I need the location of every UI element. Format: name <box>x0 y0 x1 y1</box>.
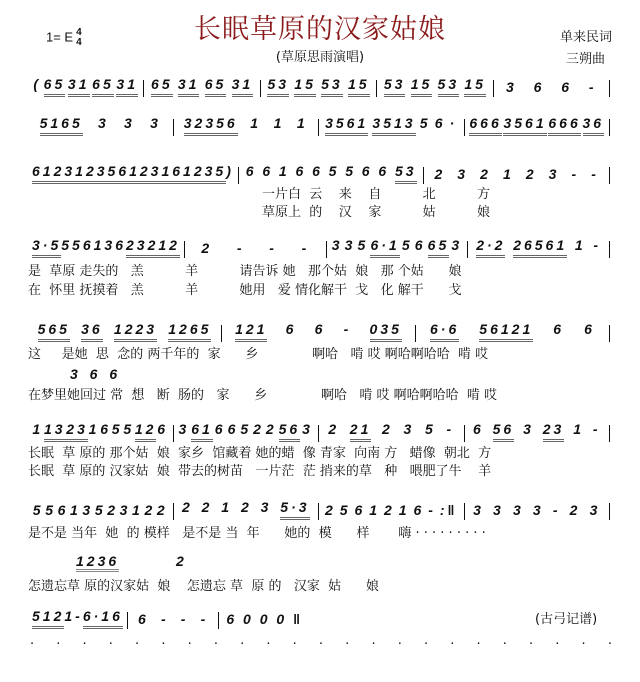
note-group: 2 <box>328 421 340 437</box>
note-group: 2 <box>240 499 252 515</box>
note-group: 3513 <box>372 115 415 136</box>
measure <box>261 76 376 97</box>
note-group: 5 <box>328 163 340 179</box>
note-group: 2 <box>324 502 336 518</box>
note-group: 5 <box>61 237 73 253</box>
note-group: 035 <box>370 321 402 342</box>
note-group: 3 <box>523 421 534 437</box>
note-group: 3 <box>589 502 601 518</box>
note-group: 3 <box>506 79 517 95</box>
note-group: 6·1 <box>370 237 399 258</box>
note-group: 15 <box>294 76 316 97</box>
note-group: 2 <box>201 240 213 256</box>
note-group: 36 <box>81 321 103 342</box>
bar-line <box>609 325 610 342</box>
note-group: 1 <box>278 163 290 179</box>
composer: 三朔曲 <box>566 52 606 67</box>
measure <box>28 502 173 520</box>
note-group: 1 <box>70 502 81 518</box>
note-group: 3 <box>98 115 109 131</box>
note-group: 5 <box>45 502 56 518</box>
note-group: 1 <box>64 608 76 624</box>
note-group: 2 <box>480 166 491 182</box>
note-group: 3 <box>532 502 544 518</box>
note-group: 6123 <box>118 163 161 184</box>
note-group: 53 <box>267 76 289 97</box>
note-group: 6 <box>295 163 307 179</box>
note-group: 12 <box>135 421 157 442</box>
measure <box>28 76 143 97</box>
note-group: 5 <box>123 421 135 437</box>
note-group: 1 <box>250 115 262 131</box>
measure <box>28 321 221 342</box>
note-group: - <box>428 502 436 518</box>
measure <box>28 608 127 629</box>
lyric-line: 长眠 草 原的 汉家姑 娘 带去的树苗 一片茫 茫 捎来的草 种 喂肥了牛 羊 <box>28 464 492 479</box>
note-group: 6·6 <box>430 321 459 342</box>
note-group: 56 <box>279 421 301 442</box>
note-group: 3 <box>260 499 272 515</box>
note-group: 3 <box>124 115 135 131</box>
note-group: 3 <box>82 502 94 518</box>
note-group: 1265 <box>168 321 211 342</box>
note-group: 1235 <box>75 163 118 184</box>
measure <box>219 611 310 629</box>
measure <box>128 611 219 629</box>
note-group: 2 <box>265 421 277 437</box>
note-group: 2·2 <box>476 237 505 258</box>
note-group: 6 <box>227 421 239 437</box>
measure <box>424 166 609 184</box>
note-group: 6 <box>245 163 257 179</box>
measure <box>174 499 319 520</box>
note-group: 5165 <box>40 115 83 136</box>
note-group: 3 <box>150 115 161 131</box>
note-group: 2 <box>253 421 264 437</box>
note-group: 3 <box>119 502 131 518</box>
note-group: 56121 <box>479 321 533 342</box>
note-group: 1 <box>93 237 105 253</box>
measure <box>222 321 415 342</box>
note-group: 1223 <box>114 321 157 342</box>
note-group: 53 <box>384 76 406 97</box>
note-group: 6 <box>226 611 238 627</box>
note-group: 5 <box>357 237 369 253</box>
note-group: 3 <box>302 421 313 437</box>
lyricist: 单来民词 <box>560 30 613 45</box>
time-signature: 4 4 <box>76 27 82 48</box>
staff-row <box>28 321 610 342</box>
note-group: 6 <box>157 421 169 437</box>
measure <box>319 502 464 520</box>
note-group: 1 <box>296 115 308 131</box>
note-group: 6123 <box>32 163 75 184</box>
note-group: 6·16 <box>83 608 123 629</box>
note-group: 2 <box>525 166 537 182</box>
note-group: 5 <box>94 502 106 518</box>
note-group: 31 <box>178 76 200 97</box>
note-group: 2 <box>434 166 446 182</box>
note-group: 3 <box>457 166 469 182</box>
note-group: 1 <box>132 502 143 518</box>
variant-notes: 3 6 6 <box>70 366 122 382</box>
note-group: 1 <box>369 502 381 518</box>
bar-line <box>609 167 610 184</box>
note-group: - <box>591 166 599 182</box>
measure <box>468 237 609 258</box>
transcriber-credit: (古弓记谱) <box>535 612 598 627</box>
measure <box>144 76 259 97</box>
note-group: 1 <box>398 502 410 518</box>
note-group: 31 <box>232 76 254 97</box>
note-group: :‖ <box>439 502 458 518</box>
note-group: 6 <box>314 321 326 337</box>
bar-line <box>609 241 610 258</box>
note-group: 6 <box>115 237 127 253</box>
note-group: ‖ <box>293 611 304 627</box>
note-group: 3 <box>331 237 343 253</box>
note-group: 6 <box>533 79 545 95</box>
variant-notes: 1236 <box>76 553 119 572</box>
note-group: 6 <box>414 237 426 253</box>
note-group: 1 <box>573 421 584 437</box>
staff-row <box>28 608 310 629</box>
measure <box>377 76 492 97</box>
measure <box>174 421 319 442</box>
staff-row <box>28 76 610 97</box>
note-group: 0 <box>243 611 254 627</box>
note-group: 1 <box>574 237 586 253</box>
note-group: 1 <box>221 499 233 515</box>
note-group: 1 <box>88 421 100 437</box>
note-group: 65 <box>205 76 227 97</box>
note-group: 666 <box>469 115 501 136</box>
measure <box>28 237 184 258</box>
staff-row <box>28 421 610 442</box>
note-group: 32356 <box>184 115 238 136</box>
note-group: 6 <box>137 611 149 627</box>
note-group: 3 <box>473 502 484 518</box>
key-signature: 1= E 4 4 <box>46 27 82 48</box>
note-group: 3 <box>344 237 356 253</box>
staff-row <box>28 115 610 136</box>
note-group: 15 <box>348 76 370 97</box>
note-group: 2 <box>201 499 213 515</box>
note-group: 23212 <box>126 237 180 258</box>
note-group: - <box>343 321 352 337</box>
note-group: 56 <box>493 421 515 442</box>
note-group: 26561 <box>513 237 567 258</box>
song-title: 长眠草原的汉家姑娘 <box>194 14 446 45</box>
note-group: - <box>552 502 561 518</box>
measure <box>185 240 326 258</box>
note-group: 13 <box>44 421 66 442</box>
note-group: 0 <box>276 611 288 627</box>
note-group: 6 <box>434 115 446 131</box>
note-group: 6 <box>354 502 366 518</box>
note-group: 6 <box>285 321 297 337</box>
bar-line <box>609 80 610 97</box>
bar-line <box>609 119 610 136</box>
measure <box>174 115 319 136</box>
note-group: 6 <box>312 163 323 179</box>
note-group: 5 <box>72 237 83 253</box>
note-group: 23 <box>543 421 565 442</box>
note-group: - <box>571 166 580 182</box>
note-group: 23 <box>66 421 88 442</box>
note-group: 121 <box>235 321 267 342</box>
note-group: 53 <box>438 76 460 97</box>
note-group: 2 <box>107 502 119 518</box>
note-group: 6 <box>82 237 94 253</box>
note-group: 5·3 <box>280 499 309 520</box>
note-group: 6 <box>361 163 373 179</box>
lyric-line: 是不是 当年 她 的 模样 是不是 当 年 她的 模 样 嗨 · · · · · · · · · <box>28 526 486 541</box>
lyric-line: 怎遗忘草 原的汉家姑 娘 怎遗忘 草 原 的 汉家 姑 娘 <box>28 579 379 594</box>
note-group: - <box>588 79 597 95</box>
note-group: - <box>160 611 169 627</box>
note-group: 31 <box>116 76 138 97</box>
measure <box>319 421 464 442</box>
note-group: 0 <box>259 611 271 627</box>
note-group: 5 <box>401 237 413 253</box>
note-group: 61 <box>191 421 213 442</box>
measure <box>416 321 609 342</box>
note-group: 15 <box>411 76 433 97</box>
measure <box>327 237 468 258</box>
note-group: 6 <box>262 163 274 179</box>
note-group: 21 <box>350 421 372 442</box>
note-group: 65 <box>151 76 173 97</box>
note-group: 5 <box>424 421 436 437</box>
note-group: 6 <box>378 163 390 179</box>
note-group: 3·5 <box>32 237 61 258</box>
note-group: 6 <box>472 421 484 437</box>
note-group: 3 <box>512 502 524 518</box>
lyric-line: 一片白 云 来 自 北 方 <box>262 187 490 202</box>
lyric-line: 在梦里她回过 常 想 断 肠的 家 乡 啊哈 啃 哎 啊哈啊哈哈 啃 哎 <box>28 388 498 403</box>
note-group: 5 <box>419 115 431 131</box>
lyric-line: 这 是她 思 念的 两千年的 家 乡 啊哈 啃 哎 啊哈啊哈哈 啃 哎 <box>28 347 489 362</box>
note-group: 5 <box>111 421 123 437</box>
note-group: 565 <box>38 321 70 342</box>
measure <box>465 502 610 520</box>
note-group: 512 <box>32 608 64 629</box>
note-group: 6 <box>57 502 69 518</box>
note-group: 5 <box>32 502 44 518</box>
note-group: - <box>236 240 245 256</box>
note-group: 3 <box>104 237 116 253</box>
note-group: - <box>180 611 189 627</box>
note-group: 31 <box>68 76 90 97</box>
lyric-line: 是 草原 走失的 羔 羊 请告诉 她 那个姑 娘 那 个姑 娘 <box>28 264 462 279</box>
staff-row <box>28 237 610 258</box>
note-group: ( <box>33 76 41 92</box>
note-group: 3561 <box>503 115 546 136</box>
note-group: - <box>200 611 209 627</box>
note-group: - <box>446 421 455 437</box>
note-group: 6 <box>214 421 226 437</box>
measure <box>28 421 173 442</box>
note-group: 2 <box>156 502 168 518</box>
measure <box>239 163 424 184</box>
note-group: 3 <box>493 502 504 518</box>
ending-dots: · · · · · · · · · · · · · · · · · · · · · · · <box>30 637 621 652</box>
note-group: 6 <box>584 321 595 337</box>
note-group: - <box>75 608 83 624</box>
note-group: 3 <box>451 237 463 253</box>
note-group: 1 <box>32 421 44 437</box>
note-group: 6 <box>553 321 565 337</box>
note-group: 3561 <box>325 115 368 136</box>
note-group: 2 <box>569 502 581 518</box>
note-group: - <box>269 240 277 256</box>
lyric-line: 长眠 草 原的 那个姑 娘 家乡 馆藏着 她的蜡 像 青家 向南 方 蜡像 朝北 方 <box>28 446 492 461</box>
note-group: 65 <box>44 76 66 97</box>
note-group: 65 <box>428 237 450 258</box>
measure <box>465 421 610 442</box>
measure <box>28 163 238 184</box>
staff-row <box>28 499 610 520</box>
note-group: - <box>301 240 310 256</box>
note-group: 2 <box>383 502 395 518</box>
note-group: 1 <box>502 166 514 182</box>
note-group: 3 <box>403 421 415 437</box>
measure <box>465 115 610 136</box>
staff-row <box>28 163 610 184</box>
note-group: 2 <box>181 499 193 515</box>
note-group: 2 <box>144 502 156 518</box>
note-group: 6 <box>561 79 573 95</box>
measure <box>494 79 609 97</box>
lyric-line: 在 怀里 抚摸着 羔 羊 她用 爱 情化解干 戈 化 解干 戈 <box>28 283 462 298</box>
note-group: - <box>593 237 602 253</box>
variant-notes: 2 <box>176 553 184 569</box>
note-group: 666 <box>548 115 580 136</box>
note-group: 15 <box>464 76 486 97</box>
bar-line <box>609 425 610 442</box>
note-group: 65 <box>92 76 114 97</box>
measure <box>319 115 464 136</box>
note-group: 36 <box>583 115 605 136</box>
note-group: 53 <box>321 76 343 97</box>
note-group: 3 <box>548 166 560 182</box>
note-group: - <box>592 421 601 437</box>
note-group: 6 <box>413 502 425 518</box>
note-group: 5 <box>339 502 351 518</box>
note-group: 3 <box>178 421 190 437</box>
note-group: 53 <box>395 163 417 184</box>
measure <box>28 115 173 136</box>
lyric-line: 草原上 的 汉 家 姑 娘 <box>262 205 490 220</box>
note-group: 2 <box>382 421 393 437</box>
note-group: 6 <box>100 421 111 437</box>
note-group: ) <box>226 163 234 179</box>
note-group: 1 <box>273 115 285 131</box>
note-group: 5 <box>345 163 357 179</box>
note-group: · <box>449 115 458 131</box>
note-group: 161235 <box>161 163 226 184</box>
performer: (草原思雨演唱) <box>275 50 365 65</box>
bar-line <box>609 503 610 520</box>
note-group: 5 <box>240 421 252 437</box>
